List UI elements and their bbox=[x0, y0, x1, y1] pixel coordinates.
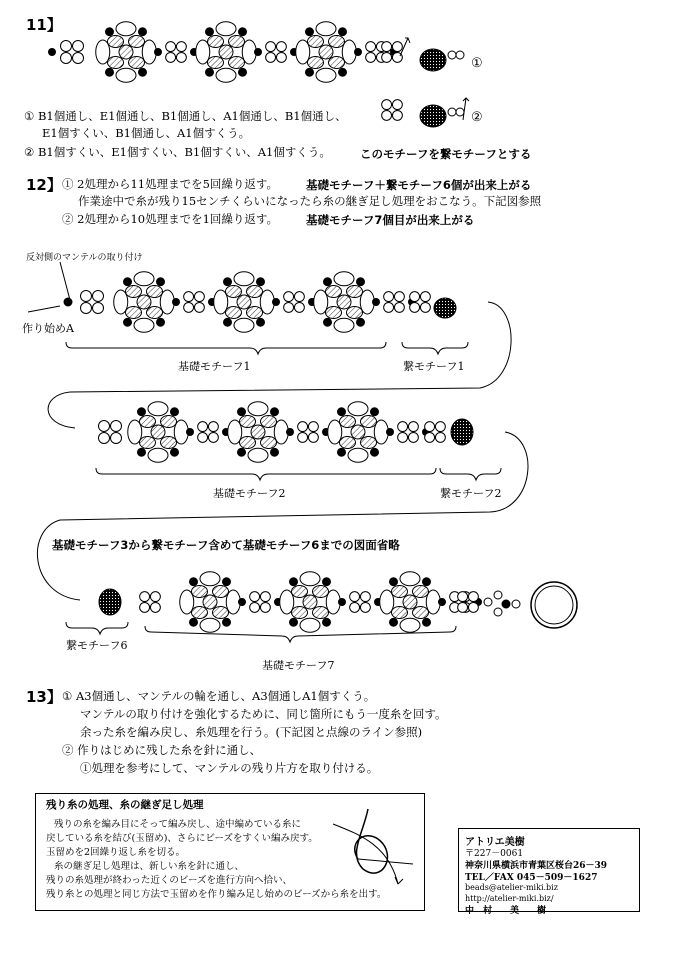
white-bead bbox=[366, 42, 376, 52]
white-bead bbox=[360, 592, 370, 602]
white-bead bbox=[448, 51, 456, 59]
oval-bead bbox=[334, 272, 354, 286]
black-bead bbox=[355, 49, 362, 56]
white-bead bbox=[176, 42, 186, 52]
white-bead bbox=[250, 592, 260, 602]
oval-bead bbox=[200, 572, 220, 586]
oval-bead bbox=[334, 318, 354, 332]
step-13-line-5: ①処理を参考にして、マンテルの残り片方を取り付ける。 bbox=[80, 761, 379, 775]
white-bead bbox=[276, 42, 286, 52]
oval-bead bbox=[192, 586, 208, 598]
connect-motif-6-label: 繋モチーフ6 bbox=[66, 639, 128, 652]
white-bead bbox=[266, 52, 276, 62]
oval-bead bbox=[140, 437, 156, 449]
step-13-label: 13】 bbox=[26, 688, 62, 706]
oval-bead bbox=[337, 295, 351, 309]
step-11-line-2: E1個すくい、B1個通し、A1個すくう。 bbox=[42, 126, 251, 140]
oval-bead bbox=[151, 425, 165, 439]
step-13-line-2: マンテルの取り付けを強化するために、同じ箇所にもう一度糸を回す。 bbox=[80, 707, 447, 721]
white-bead bbox=[394, 302, 404, 312]
oval-bead bbox=[261, 416, 277, 428]
start-a-label: 作り始めA bbox=[22, 322, 74, 335]
black-bead bbox=[338, 448, 346, 456]
oval-bead bbox=[340, 416, 356, 428]
street-address: 神奈川県横浜市青葉区桜台26－39 bbox=[465, 861, 608, 871]
black-bead bbox=[124, 278, 132, 286]
black-bead bbox=[157, 318, 165, 326]
white-bead bbox=[208, 422, 218, 432]
black-bead bbox=[239, 28, 247, 36]
white-bead bbox=[81, 291, 92, 302]
black-bead bbox=[171, 408, 179, 416]
oval-bead bbox=[247, 286, 263, 298]
connect-motif-1-label: 繋モチーフ1 bbox=[403, 360, 465, 373]
oval-bead bbox=[329, 57, 345, 69]
white-bead bbox=[425, 432, 435, 442]
circle-1-marker: ① bbox=[471, 56, 483, 71]
black-bead bbox=[223, 578, 231, 586]
oval-bead bbox=[137, 295, 151, 309]
black-bead bbox=[387, 429, 394, 436]
oval-bead bbox=[240, 416, 256, 428]
white-bead bbox=[425, 422, 435, 432]
white-bead bbox=[420, 302, 430, 312]
white-bead bbox=[150, 602, 160, 612]
white-bead bbox=[166, 52, 176, 62]
white-bead bbox=[408, 432, 418, 442]
oval-bead bbox=[413, 607, 429, 619]
oval-bead bbox=[234, 272, 254, 286]
white-bead bbox=[140, 602, 150, 612]
oval-bead bbox=[247, 307, 263, 319]
oval-bead bbox=[216, 22, 236, 36]
white-bead bbox=[298, 432, 308, 442]
black-bead bbox=[306, 28, 314, 36]
white-bead bbox=[294, 292, 304, 302]
white-bead bbox=[350, 592, 360, 602]
black-bead bbox=[324, 278, 332, 286]
white-bead bbox=[398, 422, 408, 432]
oval-bead bbox=[234, 318, 254, 332]
oval-bead bbox=[213, 586, 229, 598]
oval-bead bbox=[308, 57, 324, 69]
black-bead bbox=[124, 318, 132, 326]
black-bead bbox=[257, 318, 265, 326]
black-bead bbox=[273, 299, 280, 306]
black-bead bbox=[206, 28, 214, 36]
white-bead bbox=[394, 292, 404, 302]
white-bead bbox=[458, 592, 468, 602]
white-bead bbox=[512, 600, 520, 608]
black-bead bbox=[357, 278, 365, 286]
white-bead bbox=[93, 291, 104, 302]
white-bead bbox=[93, 303, 104, 314]
white-bead bbox=[140, 592, 150, 602]
oval-bead bbox=[129, 36, 145, 48]
omitted-note: 基礎モチーフ3から繋モチーフ含めて基礎モチーフ6までの図面省略 bbox=[52, 538, 400, 552]
oval-bead bbox=[99, 589, 121, 615]
oval-bead bbox=[413, 586, 429, 598]
white-bead bbox=[294, 302, 304, 312]
oval-bead bbox=[348, 448, 368, 462]
black-bead bbox=[257, 278, 265, 286]
oval-bead bbox=[192, 607, 208, 619]
oval-bead bbox=[348, 402, 368, 416]
white-bead bbox=[468, 592, 478, 602]
white-bead bbox=[99, 421, 110, 432]
oval-bead bbox=[116, 68, 136, 82]
oval-bead bbox=[140, 416, 156, 428]
oval-bead bbox=[237, 295, 251, 309]
black-bead bbox=[423, 618, 431, 626]
black-bead bbox=[155, 49, 162, 56]
white-bead bbox=[382, 110, 392, 120]
white-bead bbox=[194, 302, 204, 312]
white-bead bbox=[392, 42, 402, 52]
white-bead bbox=[166, 42, 176, 52]
white-bead bbox=[298, 422, 308, 432]
black-bead bbox=[339, 28, 347, 36]
black-bead bbox=[324, 318, 332, 326]
oval-bead bbox=[134, 318, 154, 332]
white-bead bbox=[260, 592, 270, 602]
white-bead bbox=[392, 110, 402, 120]
black-bead bbox=[373, 299, 380, 306]
zip-code: 〒227－0061 bbox=[465, 849, 524, 859]
oval-bead bbox=[108, 36, 124, 48]
white-bead bbox=[266, 42, 276, 52]
oval-bead bbox=[248, 402, 268, 416]
white-bead bbox=[61, 53, 72, 64]
email: beads@atelier-miki.biz bbox=[465, 883, 558, 892]
oval-bead bbox=[300, 572, 320, 586]
oval-bead bbox=[303, 595, 317, 609]
white-bead bbox=[398, 432, 408, 442]
basic-motif-2-label: 基礎モチーフ2 bbox=[213, 487, 286, 500]
white-bead bbox=[260, 602, 270, 612]
step-12-label: 12】 bbox=[26, 176, 62, 194]
black-bead bbox=[357, 318, 365, 326]
white-bead bbox=[61, 41, 72, 52]
note-line: 玉留めを2回繰り返し糸を切る。 bbox=[46, 847, 186, 858]
oval-bead bbox=[216, 68, 236, 82]
step-13-line-4: ② 作りはじめに残した糸を針に通し、 bbox=[62, 743, 262, 757]
black-bead bbox=[173, 299, 180, 306]
white-bead bbox=[194, 292, 204, 302]
white-bead bbox=[366, 52, 376, 62]
white-bead bbox=[382, 100, 392, 110]
atelier-name: アトリエ美樹 bbox=[465, 837, 525, 848]
black-bead bbox=[338, 408, 346, 416]
connect-motif-emphasis: このモチーフを繋モチーフとする bbox=[360, 147, 532, 161]
person-name: 中 村 美 樹 bbox=[465, 906, 547, 916]
oval-bead bbox=[316, 22, 336, 36]
white-bead bbox=[494, 591, 502, 599]
black-bead bbox=[157, 278, 165, 286]
white-bead bbox=[382, 52, 392, 62]
oval-bead bbox=[313, 586, 329, 598]
step-11-label: 11】 bbox=[26, 16, 62, 34]
oval-bead bbox=[116, 22, 136, 36]
note-line: 糸の継ぎ足し処理は、新しい糸を針に通し、 bbox=[54, 861, 245, 872]
oval-bead bbox=[329, 36, 345, 48]
white-bead bbox=[250, 602, 260, 612]
oval-bead bbox=[208, 36, 224, 48]
note-title: 残り糸の処理、糸の継ぎ足し処理 bbox=[46, 799, 204, 811]
white-bead bbox=[435, 422, 445, 432]
oval-bead bbox=[148, 402, 168, 416]
black-bead bbox=[371, 448, 379, 456]
oval-bead bbox=[403, 595, 417, 609]
white-bead bbox=[73, 53, 84, 64]
oval-bead bbox=[292, 586, 308, 598]
step-11-line-3: ② B1個すくい、E1個すくい、B1個すくい、A1個すくう。 bbox=[24, 145, 331, 159]
white-bead bbox=[350, 602, 360, 612]
black-bead bbox=[171, 448, 179, 456]
black-bead bbox=[223, 618, 231, 626]
white-bead bbox=[308, 432, 318, 442]
oval-bead bbox=[261, 437, 277, 449]
white-bead bbox=[360, 602, 370, 612]
black-bead bbox=[238, 408, 246, 416]
black-bead bbox=[190, 578, 198, 586]
note-line: 残り糸との処理と同じ方法で玉留めを作り編み足し始めのビーズから糸を出す。 bbox=[46, 889, 387, 900]
white-bead bbox=[150, 592, 160, 602]
oval-bead bbox=[361, 437, 377, 449]
white-bead bbox=[448, 108, 456, 116]
white-bead bbox=[276, 52, 286, 62]
oval-bead bbox=[326, 307, 342, 319]
white-bead bbox=[484, 598, 492, 606]
black-bead bbox=[390, 618, 398, 626]
white-bead bbox=[384, 302, 394, 312]
oval-bead bbox=[347, 307, 363, 319]
white-bead bbox=[408, 422, 418, 432]
black-bead bbox=[339, 68, 347, 76]
black-bead bbox=[139, 68, 147, 76]
oval-bead bbox=[251, 425, 265, 439]
oval-bead bbox=[326, 286, 342, 298]
oval-bead bbox=[161, 437, 177, 449]
oval-bead bbox=[420, 105, 446, 127]
white-bead bbox=[99, 433, 110, 444]
white-bead bbox=[420, 292, 430, 302]
white-bead bbox=[198, 422, 208, 432]
oval-bead bbox=[208, 57, 224, 69]
note-line: 残りの糸を編み目にそって編み戻し、途中編めている糸に bbox=[54, 819, 302, 830]
white-bead bbox=[198, 432, 208, 442]
white-bead bbox=[494, 608, 502, 616]
white-bead bbox=[184, 302, 194, 312]
oval-bead bbox=[219, 45, 233, 59]
connect-motif-2-label: 繋モチーフ2 bbox=[440, 487, 502, 500]
black-bead bbox=[423, 578, 431, 586]
black-bead bbox=[106, 68, 114, 76]
oval-bead bbox=[226, 307, 242, 319]
white-bead bbox=[468, 602, 478, 612]
oval-bead bbox=[351, 425, 365, 439]
black-bead bbox=[138, 408, 146, 416]
white-bead bbox=[410, 302, 420, 312]
black-bead bbox=[339, 599, 346, 606]
oval-bead bbox=[434, 298, 456, 318]
black-bead bbox=[271, 448, 279, 456]
step-12-line-2: 作業途中で糸が残り15センチくらいになったら糸の継ぎ足し処理をおこなう。下記図参照 bbox=[78, 194, 542, 208]
white-bead bbox=[284, 302, 294, 312]
black-bead bbox=[290, 618, 298, 626]
oval-bead bbox=[308, 36, 324, 48]
url: http://atelier-miki.biz/ bbox=[465, 894, 554, 903]
white-bead bbox=[382, 42, 392, 52]
step-13-line-3: 余った糸を編み戻し、糸処理を行う。(下記図と点線のライン参照) bbox=[80, 725, 423, 739]
oval-bead bbox=[451, 419, 473, 445]
white-bead bbox=[456, 51, 464, 59]
oval-bead bbox=[147, 307, 163, 319]
oval-bead bbox=[319, 45, 333, 59]
black-bead bbox=[323, 618, 331, 626]
oval-bead bbox=[292, 607, 308, 619]
oval-bead bbox=[108, 57, 124, 69]
oval-bead bbox=[147, 286, 163, 298]
white-bead bbox=[184, 292, 194, 302]
oval-bead bbox=[420, 49, 446, 71]
oval-bead bbox=[400, 618, 420, 632]
step-12-line-3: ② 2処理から10処理までを1回繰り返す。 bbox=[62, 212, 279, 226]
black-bead bbox=[49, 49, 56, 56]
oval-bead bbox=[134, 272, 154, 286]
white-bead bbox=[384, 292, 394, 302]
oval-bead bbox=[213, 607, 229, 619]
black-bead bbox=[271, 408, 279, 416]
basic-motif-7-label: 基礎モチーフ7 bbox=[262, 659, 335, 672]
oval-bead bbox=[300, 618, 320, 632]
black-bead bbox=[323, 578, 331, 586]
oval-bead bbox=[392, 586, 408, 598]
oval-bead bbox=[161, 416, 177, 428]
oval-bead bbox=[200, 618, 220, 632]
white-bead bbox=[176, 52, 186, 62]
step-12-line-3-bold: 基礎モチーフ7個目が出来上がる bbox=[306, 213, 475, 227]
note-line: 戻している糸を結び(玉留め)、さらにビーズをすくい編み戻す。 bbox=[46, 833, 318, 844]
black-bead bbox=[138, 448, 146, 456]
white-bead bbox=[111, 433, 122, 444]
oval-bead bbox=[392, 607, 408, 619]
oval-bead bbox=[248, 448, 268, 462]
oval-bead bbox=[126, 307, 142, 319]
white-bead bbox=[456, 108, 464, 116]
oval-bead bbox=[400, 572, 420, 586]
white-bead bbox=[284, 292, 294, 302]
white-bead bbox=[308, 422, 318, 432]
black-bead bbox=[306, 68, 314, 76]
basic-motif-1-label: 基礎モチーフ1 bbox=[178, 360, 251, 373]
black-bead bbox=[64, 298, 72, 306]
tel-fax: TEL／FAX 045－509－1627 bbox=[465, 873, 598, 883]
oval-bead bbox=[361, 416, 377, 428]
oval-bead bbox=[229, 57, 245, 69]
white-bead bbox=[410, 292, 420, 302]
oval-bead bbox=[240, 437, 256, 449]
oval-bead bbox=[129, 57, 145, 69]
white-bead bbox=[111, 421, 122, 432]
black-bead bbox=[239, 68, 247, 76]
white-bead bbox=[208, 432, 218, 442]
oval-bead bbox=[340, 437, 356, 449]
white-bead bbox=[73, 41, 84, 52]
black-bead bbox=[190, 618, 198, 626]
opposite-mantel-label: 反対側のマンテルの取り付け bbox=[26, 253, 143, 263]
black-bead bbox=[238, 448, 246, 456]
black-bead bbox=[371, 408, 379, 416]
black-bead bbox=[139, 28, 147, 36]
black-bead bbox=[224, 278, 232, 286]
oval-bead bbox=[316, 68, 336, 82]
white-bead bbox=[458, 602, 468, 612]
white-bead bbox=[392, 100, 402, 110]
black-bead bbox=[290, 578, 298, 586]
oval-bead bbox=[226, 286, 242, 298]
oval-bead bbox=[119, 45, 133, 59]
oval-bead bbox=[347, 286, 363, 298]
step-12-line-1-bold: 基礎モチーフ＋繋モチーフ6個が出来上がる bbox=[306, 178, 532, 192]
white-bead bbox=[435, 432, 445, 442]
oval-bead bbox=[148, 448, 168, 462]
black-bead bbox=[239, 599, 246, 606]
circle-2-marker: ② bbox=[471, 110, 483, 125]
oval-bead bbox=[203, 595, 217, 609]
black-bead bbox=[390, 578, 398, 586]
oval-bead bbox=[313, 607, 329, 619]
black-bead bbox=[206, 68, 214, 76]
black-bead bbox=[287, 429, 294, 436]
step-12-line-1: ① 2処理から11処理までを5回繰り返す。 bbox=[62, 177, 279, 191]
step-11-line-1: ① B1個通し、E1個通し、B1個通し、A1個通し、B1個通し、 bbox=[24, 109, 347, 123]
note-line: 残りの糸処理が終わった近くのビーズを進行方向へ拾い、 bbox=[46, 875, 293, 886]
black-bead bbox=[224, 318, 232, 326]
step-13-line-1: ① A3個通し、マンテルの輪を通し、A3個通しA1個すくう。 bbox=[62, 689, 376, 703]
black-bead bbox=[187, 429, 194, 436]
oval-bead bbox=[126, 286, 142, 298]
black-bead bbox=[439, 599, 446, 606]
oval-bead bbox=[229, 36, 245, 48]
white-bead bbox=[81, 303, 92, 314]
black-bead bbox=[502, 600, 510, 608]
black-bead bbox=[255, 49, 262, 56]
black-bead bbox=[106, 28, 114, 36]
